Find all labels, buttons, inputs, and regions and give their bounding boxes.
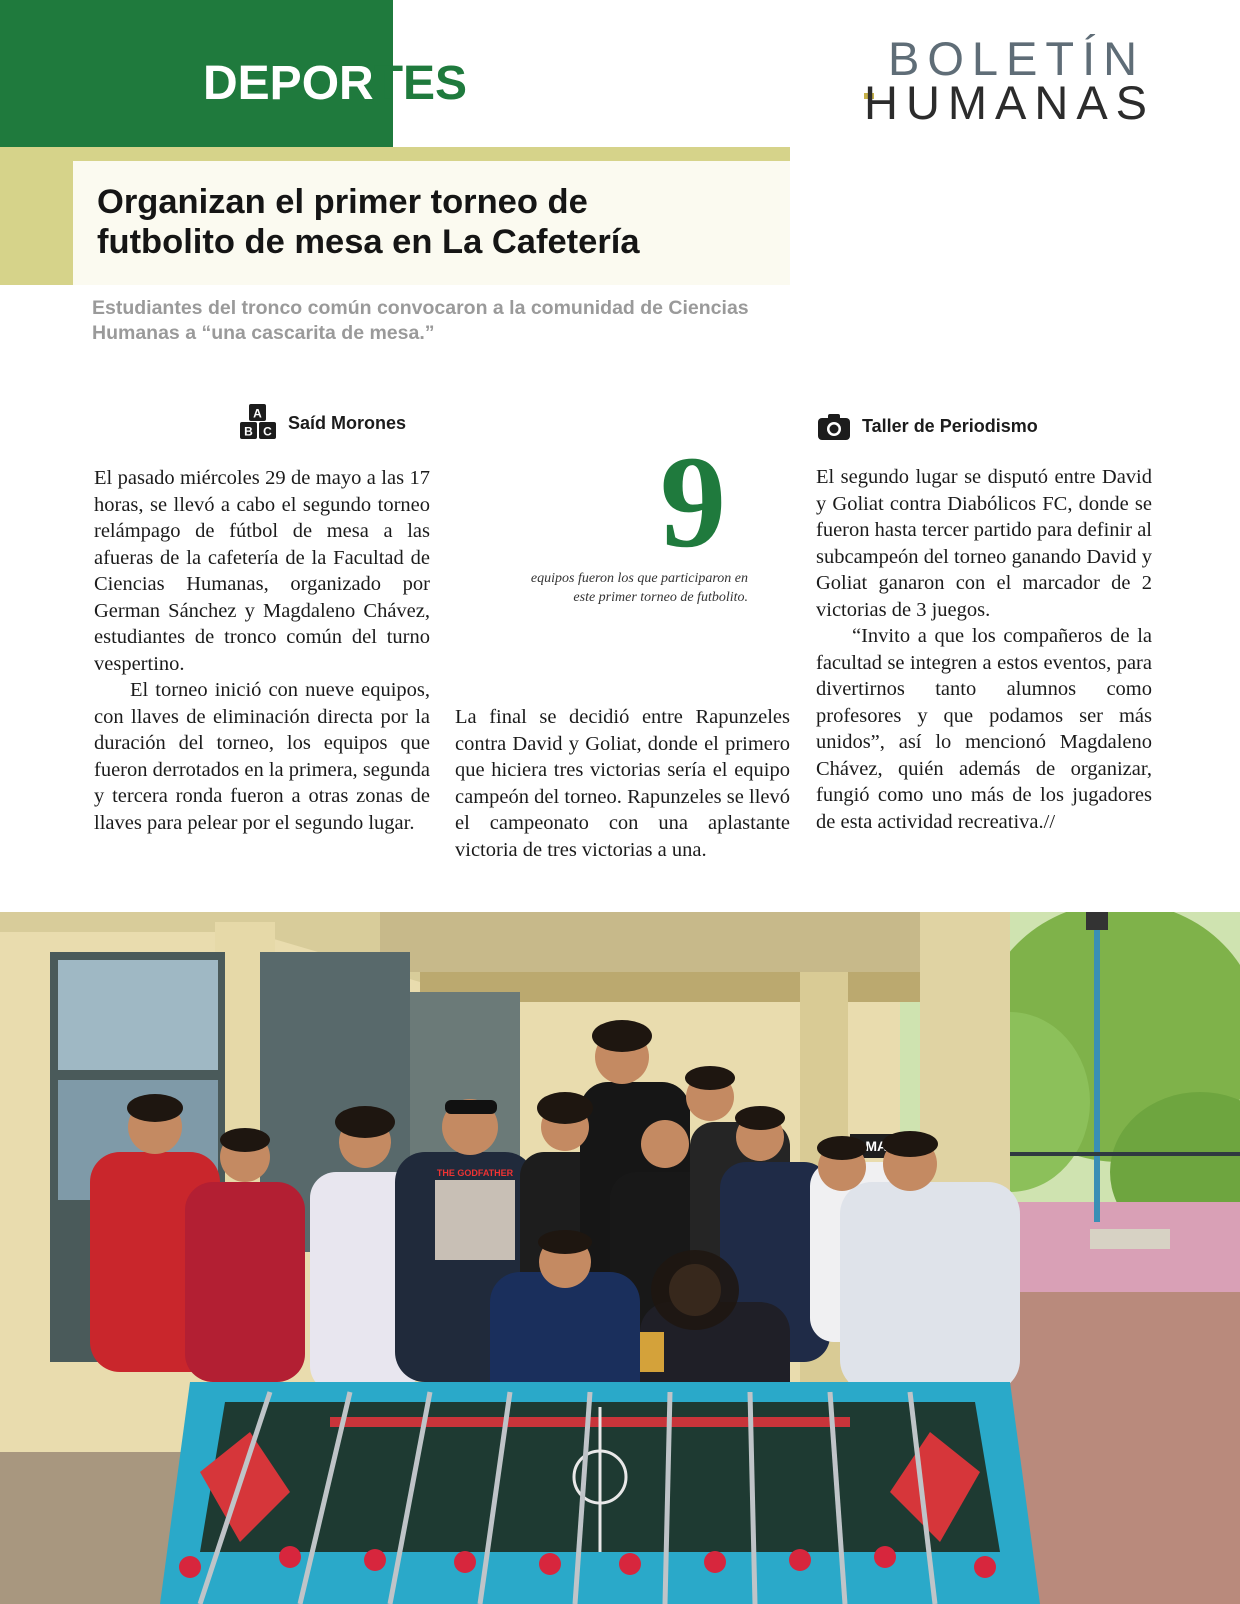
title-band-side	[0, 161, 73, 285]
paragraph: La final se decidió entre Rapunzeles contra David y Goliat, donde el primero que hiciera tres victorias sería el equipo campeón del torneo. Rapunzeles se llevó el campeonato con una aplastante victoria de tres victorias a una.	[455, 706, 790, 861]
section-title	[203, 56, 467, 112]
svg-text:A: A	[253, 406, 262, 421]
pull-stat-caption: equipos fueron los que participaron en este primer torneo de futbolito.	[530, 571, 748, 605]
paragraph: El torneo inició con nueve equipos, con llaves de eliminación directa por la duración del torneo, los equipos que fueron derrotados en la primera, segunda y tercera ronda fueron a otras zonas de llaves para pelear por el segundo lugar.	[94, 679, 430, 834]
author-name: Saíd Morones	[288, 413, 407, 433]
article-column-3	[816, 464, 1152, 835]
svg-text:B: B	[244, 424, 253, 439]
camera-icon	[818, 414, 850, 440]
paragraph: “Invito a que los compañeros de la facultad se integren a estos eventos, para divertirnos tanto alumnos como profesores y que podamos ser más unidos”, así lo mencionó Magdaleno Chávez, quién además de organizar, fungió como uno más de los jugadores de esta actividad recreativa.//	[816, 625, 1152, 833]
photo-shirt-print: THE GODFATHER	[436, 1168, 514, 1178]
svg-text:C: C	[263, 424, 272, 439]
brand-logo-top: BOLETÍN	[888, 32, 1146, 85]
headline-line-2: futbolito de mesa en La Cafetería	[97, 223, 640, 261]
article-column-2	[455, 704, 790, 863]
group-photo	[0, 912, 1240, 1604]
photo-credit: Taller de Periodismo	[862, 416, 1038, 436]
abc-blocks-icon	[240, 404, 276, 440]
article-column-1	[94, 465, 430, 836]
section-title-part2: TES	[373, 57, 468, 110]
section-title-part1: DEPOR	[203, 57, 374, 110]
brand-logo-bottom: HUMANAS	[864, 76, 1156, 129]
subheadline: Estudiantes del tronco común convocaron a la comunidad de Ciencias Humanas a “una cascarita de mesa.”	[92, 297, 749, 344]
title-band-top	[0, 147, 790, 161]
paragraph: El pasado miércoles 29 de mayo a las 17 horas, se llevó a cabo el segundo torneo relámpago de fútbol de mesa a las afueras de la cafetería de la Facultad de Ciencias Humanas, organizado por German Sánchez y Magdaleno Chávez, estudiantes de tronco común del turno vespertino.	[94, 467, 430, 675]
pull-stat-number: 9	[660, 428, 726, 575]
headline	[97, 182, 787, 262]
paragraph: El segundo lugar se disputó entre David y Goliat contra Diabólicos FC, donde se fueron hasta tercer partido para definir al subcampeón del torneo ganando David y Goliat ganaron con el marcador de 2 victorias de 3 juegos.	[816, 466, 1152, 621]
headline-line-1: Organizan el primer torneo de	[97, 183, 588, 221]
